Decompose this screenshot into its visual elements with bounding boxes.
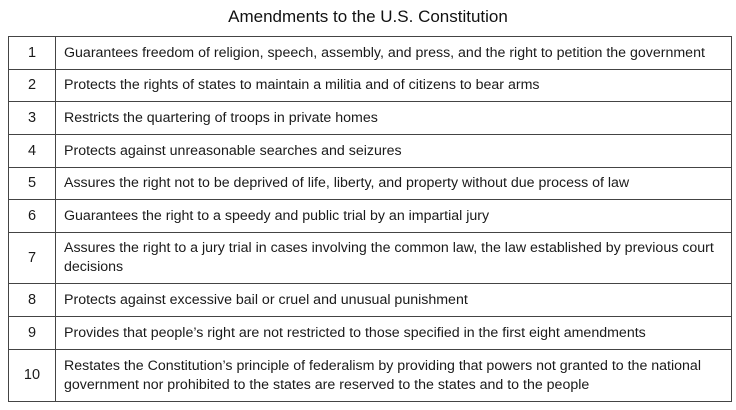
amendment-number: 6: [9, 200, 56, 233]
table-row: [9, 168, 732, 200]
amendment-number: 5: [9, 168, 56, 200]
amendment-number: 3: [9, 102, 56, 135]
amendments-table: [8, 36, 732, 402]
table-row: [9, 317, 732, 350]
amendment-description: Protects against unreasonable searches and seizures: [56, 135, 732, 168]
amendment-description: Restricts the quartering of troops in private homes: [56, 102, 732, 135]
amendment-description: Assures the right to a jury trial in cases involving the common law, the law established by previous court decisions: [56, 233, 732, 284]
table-row: [9, 200, 732, 233]
table-row: [9, 102, 732, 135]
amendment-description: Guarantees freedom of religion, speech, assembly, and press, and the right to petition the government: [56, 37, 732, 70]
amendment-description: Assures the right not to be deprived of life, liberty, and property without due process of law: [56, 168, 732, 200]
amendment-number: 2: [9, 70, 56, 102]
table-title: Amendments to the U.S. Constitution: [228, 7, 508, 26]
table-row: [9, 350, 732, 402]
amendment-number: 1: [9, 37, 56, 70]
amendment-number: 4: [9, 135, 56, 168]
amendment-number: 8: [9, 284, 56, 317]
amendment-description: Restates the Constitution’s principle of federalism by providing that powers not granted to the national government nor prohibited to the states are reserved to the states and to the people: [56, 350, 732, 402]
amendment-number: 7: [9, 233, 56, 284]
amendment-description: Provides that people’s right are not restricted to those specified in the first eight amendments: [56, 317, 732, 350]
amendment-description: Protects the rights of states to maintain a militia and of citizens to bear arms: [56, 70, 732, 102]
table-row: [9, 70, 732, 102]
amendment-description: Protects against excessive bail or cruel and unusual punishment: [56, 284, 732, 317]
amendment-description: Guarantees the right to a speedy and public trial by an impartial jury: [56, 200, 732, 233]
amendment-number: 10: [9, 350, 56, 402]
table-row: [9, 37, 732, 70]
table-row: [9, 135, 732, 168]
table-row: [9, 284, 732, 317]
table-row: [9, 233, 732, 284]
amendment-number: 9: [9, 317, 56, 350]
